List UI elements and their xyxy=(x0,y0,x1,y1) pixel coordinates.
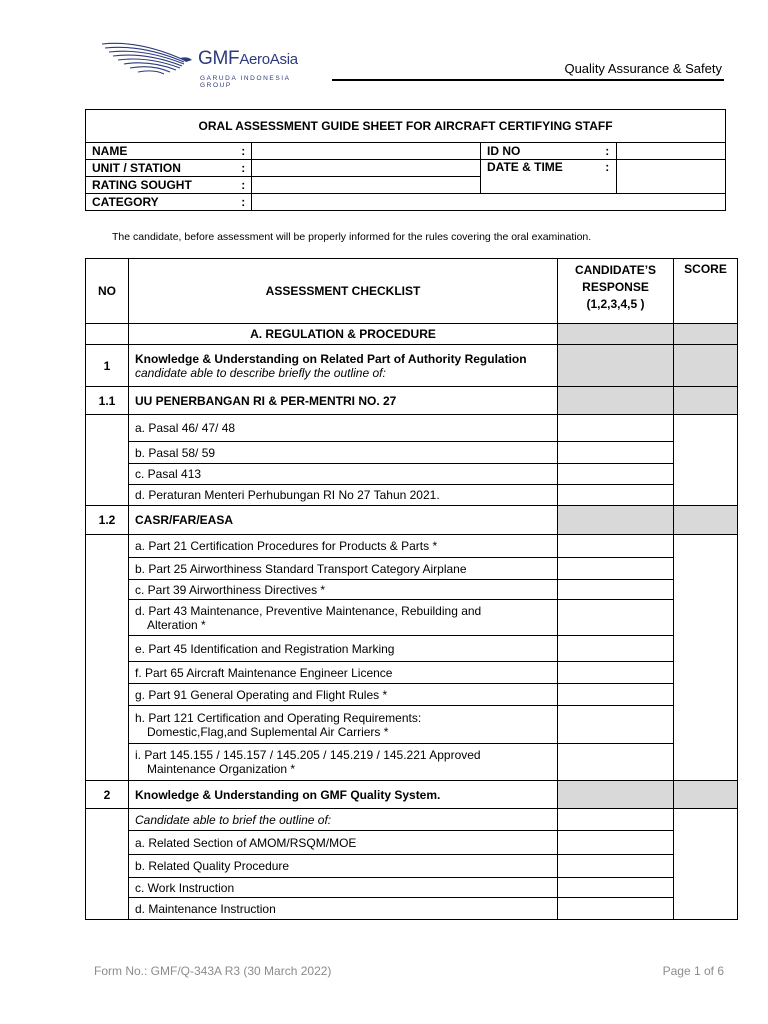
checklist-row: c. Pasal 413 xyxy=(129,464,558,485)
checklist-row-line: i. Part 145.155 / 145.157 / 145.205 / 145.219 / 145.221 Approved xyxy=(135,748,481,762)
name-field[interactable] xyxy=(252,143,481,160)
response-input[interactable] xyxy=(558,464,674,485)
response-input[interactable] xyxy=(558,600,674,636)
header-checklist: ASSESSMENT CHECKLIST xyxy=(129,259,558,324)
response-input[interactable] xyxy=(558,898,674,920)
header-response-line: (1,2,3,4,5 ) xyxy=(586,297,645,311)
response-input[interactable] xyxy=(558,558,674,580)
checklist-row: b. Pasal 58/ 59 xyxy=(129,442,558,464)
colon: : xyxy=(236,143,252,160)
item-subtitle: candidate able to describe briefly the outline of: xyxy=(135,365,386,380)
checklist-row: e. Part 45 Identification and Registration Marking xyxy=(129,636,558,662)
score-cell xyxy=(674,345,738,387)
checklist-row: a. Related Section of AMOM/RSQM/MOE xyxy=(129,831,558,855)
response-input[interactable] xyxy=(558,636,674,662)
checklist-row-line: d. Part 43 Maintenance, Preventive Maintenance, Rebuilding and xyxy=(135,603,482,618)
response-input[interactable] xyxy=(558,878,674,898)
category-label: CATEGORY xyxy=(86,194,236,211)
colon: : xyxy=(599,160,617,194)
item-no-cell xyxy=(86,809,129,920)
assessment-table xyxy=(85,258,738,920)
checklist-row: c. Part 39 Airworthiness Directives * xyxy=(129,580,558,600)
item-title: Knowledge & Understanding on Related Part of Authority Regulation xyxy=(135,351,527,366)
score-cell xyxy=(674,387,738,415)
checklist-row xyxy=(129,600,558,636)
response-input[interactable] xyxy=(558,662,674,684)
checklist-row: d. Maintenance Instruction xyxy=(129,898,558,920)
item-2-subtitle: Candidate able to brief the outline of: xyxy=(129,809,558,831)
response-input[interactable] xyxy=(558,706,674,744)
response-input[interactable] xyxy=(558,684,674,706)
response-cell xyxy=(558,387,674,415)
item-no: 2 xyxy=(86,781,129,809)
checklist-row-line: Alteration * xyxy=(147,617,206,632)
header-response-line: CANDIDATE’S xyxy=(574,263,657,277)
header-no: NO xyxy=(86,259,129,324)
id-no-field[interactable] xyxy=(617,143,726,160)
checklist-row: g. Part 91 General Operating and Flight Rules * xyxy=(129,684,558,706)
item-1-2-title: CASR/FAR/EASA xyxy=(129,506,558,535)
intro-text: The candidate, before assessment will be properly informed for the rules covering the oral examination. xyxy=(112,231,592,243)
response-input[interactable] xyxy=(558,855,674,878)
response-cell xyxy=(558,781,674,809)
response-input[interactable] xyxy=(558,831,674,855)
checklist-row: a. Part 21 Certification Procedures for Products & Parts * xyxy=(129,535,558,558)
checklist-row: b. Part 25 Airworthiness Standard Transport Category Airplane xyxy=(129,558,558,580)
company-logo xyxy=(100,38,320,88)
name-label: NAME xyxy=(86,143,236,160)
checklist-row-line: Domestic,Flag,and Suplemental Air Carriers * xyxy=(147,724,389,739)
response-input[interactable] xyxy=(558,580,674,600)
item-no-cell xyxy=(86,535,129,781)
checklist-row xyxy=(129,744,558,781)
response-input[interactable] xyxy=(558,415,674,442)
brand-name: GMFAeroAsia xyxy=(198,48,298,69)
item-2-title: Knowledge & Understanding on GMF Quality System. xyxy=(129,781,558,809)
response-input[interactable] xyxy=(558,442,674,464)
header-response xyxy=(558,259,674,324)
checklist-row xyxy=(129,706,558,744)
score-cell xyxy=(674,324,738,345)
header-score: SCORE xyxy=(674,259,738,324)
colon: : xyxy=(236,194,252,211)
bird-wing-icon xyxy=(100,38,196,84)
date-time-label: DATE & TIME xyxy=(481,160,599,194)
candidate-info-table xyxy=(85,109,726,211)
page-number: Page 1 of 6 xyxy=(662,964,724,978)
item-no: 1.1 xyxy=(86,387,129,415)
score-cell xyxy=(674,781,738,809)
department-label: Quality Assurance & Safety xyxy=(564,61,722,76)
date-time-field[interactable] xyxy=(617,160,726,194)
checklist-row-line: Maintenance Organization * xyxy=(147,762,296,776)
item-no-cell xyxy=(86,415,129,506)
response-input[interactable] xyxy=(558,535,674,558)
section-a-title: A. REGULATION & PROCEDURE xyxy=(129,324,558,345)
response-input[interactable] xyxy=(558,485,674,506)
score-input[interactable] xyxy=(674,415,738,506)
response-cell xyxy=(558,506,674,535)
checklist-row: a. Pasal 46/ 47/ 48 xyxy=(129,415,558,442)
rating-sought-label: RATING SOUGHT xyxy=(86,177,236,194)
response-cell xyxy=(558,345,674,387)
header-rule xyxy=(332,79,724,81)
section-no-cell xyxy=(86,324,129,345)
checklist-row: f. Part 65 Aircraft Maintenance Engineer Licence xyxy=(129,662,558,684)
score-input[interactable] xyxy=(674,809,738,920)
response-cell xyxy=(558,324,674,345)
colon: : xyxy=(599,143,617,160)
colon: : xyxy=(236,160,252,177)
form-title: ORAL ASSESSMENT GUIDE SHEET FOR AIRCRAFT CERTIFYING STAFF xyxy=(86,110,726,143)
item-no: 1.2 xyxy=(86,506,129,535)
checklist-row: d. Peraturan Menteri Perhubungan RI No 27 Tahun 2021. xyxy=(129,485,558,506)
id-no-label: ID NO xyxy=(481,143,599,160)
score-input[interactable] xyxy=(674,535,738,781)
brand-tagline: GARUDA INDONESIA GROUP xyxy=(200,75,291,89)
colon: : xyxy=(236,177,252,194)
checklist-row-line: h. Part 121 Certification and Operating Requirements: xyxy=(135,710,422,725)
header-response-line: RESPONSE xyxy=(582,280,649,294)
response-input[interactable] xyxy=(558,744,674,781)
item-1-1-title: UU PENERBANGAN RI & PER-MENTRI NO. 27 xyxy=(129,387,558,415)
score-cell xyxy=(674,506,738,535)
checklist-row: c. Work Instruction xyxy=(129,878,558,898)
category-field[interactable] xyxy=(252,194,726,211)
form-number: Form No.: GMF/Q-343A R3 (30 March 2022) xyxy=(94,964,332,978)
unit-station-field[interactable] xyxy=(252,160,481,177)
item-1-title xyxy=(129,345,558,387)
rating-sought-field[interactable] xyxy=(252,177,481,194)
response-input[interactable] xyxy=(558,809,674,831)
checklist-row: b. Related Quality Procedure xyxy=(129,855,558,878)
item-no: 1 xyxy=(86,345,129,387)
unit-station-label: UNIT / STATION xyxy=(86,160,236,177)
